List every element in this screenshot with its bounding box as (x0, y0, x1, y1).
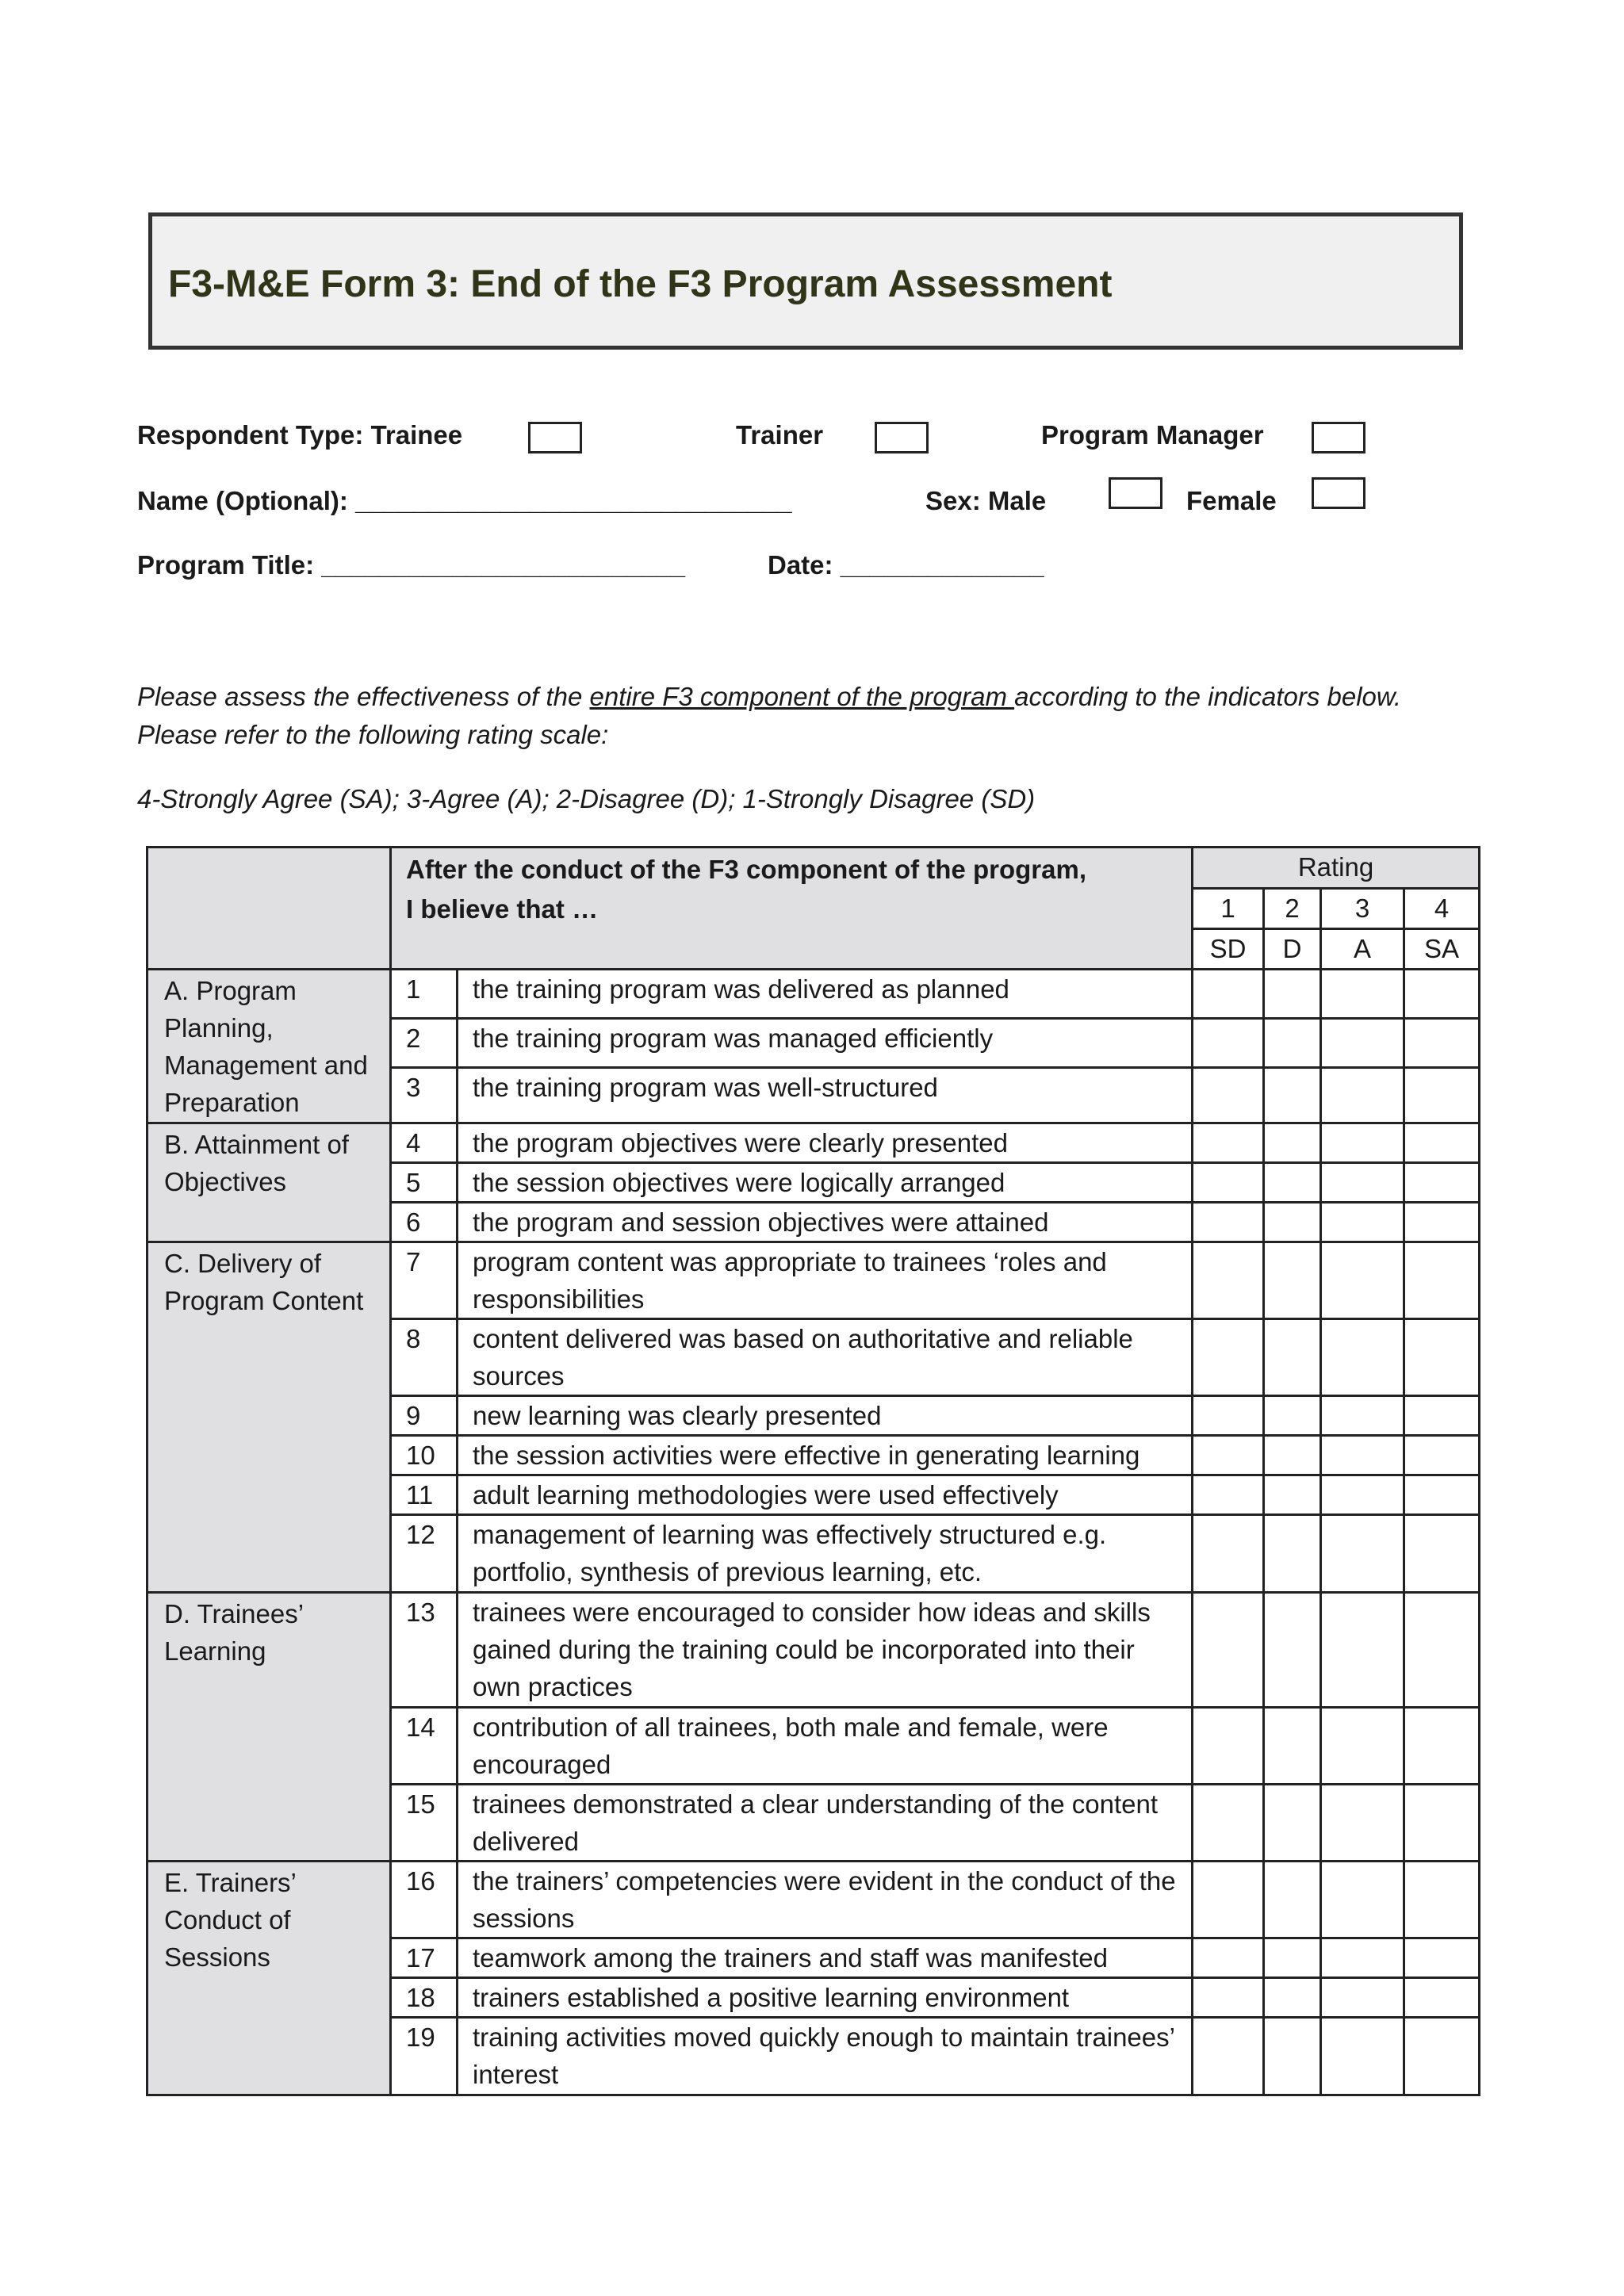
rating-cell[interactable] (1321, 1123, 1404, 1163)
rating-cell[interactable] (1193, 1068, 1264, 1123)
rating-cell[interactable] (1321, 1785, 1404, 1862)
rating-cell[interactable] (1264, 1978, 1321, 2018)
category-b: B. Attainment of Objectives (147, 1123, 391, 1242)
rating-cell[interactable] (1321, 1068, 1404, 1123)
rating-cell[interactable] (1193, 1436, 1264, 1475)
male-checkbox[interactable] (1109, 477, 1162, 509)
header-blank-cell (147, 848, 391, 970)
rating-cell[interactable] (1321, 1163, 1404, 1203)
rating-cell[interactable] (1264, 1436, 1321, 1475)
item-statement: the session objectives were logically arranged (458, 1163, 1193, 1203)
rating-cell[interactable] (1321, 1862, 1404, 1938)
rating-cell[interactable] (1264, 1203, 1321, 1242)
item-statement: the program objectives were clearly presented (458, 1123, 1193, 1163)
item-number: 7 (391, 1242, 458, 1319)
rating-cell[interactable] (1264, 1475, 1321, 1515)
question-header-line-2: I believe that … (406, 894, 599, 924)
rating-cell[interactable] (1193, 1396, 1264, 1436)
rating-cell[interactable] (1264, 1242, 1321, 1319)
item-statement: management of learning was effectively structured e.g. portfolio, synthesis of previous learning, etc. (458, 1515, 1193, 1593)
female-checkbox[interactable] (1312, 477, 1365, 509)
program-manager-checkbox[interactable] (1312, 422, 1365, 453)
rating-cell[interactable] (1193, 1475, 1264, 1515)
rating-cell[interactable] (1321, 1978, 1404, 2018)
rating-cell[interactable] (1321, 1396, 1404, 1436)
table-header-row (147, 848, 1480, 889)
rating-cell[interactable] (1264, 1163, 1321, 1203)
item-number: 10 (391, 1436, 458, 1475)
rating-cell[interactable] (1193, 1019, 1264, 1068)
rating-cell[interactable] (1404, 1068, 1480, 1123)
rating-cell[interactable] (1193, 1163, 1264, 1203)
rating-cell[interactable] (1321, 1938, 1404, 1978)
rating-cell[interactable] (1404, 1163, 1480, 1203)
respondent-type-label: Respondent Type: Trainee (137, 420, 463, 450)
instruction-part-a: Please assess the effectiveness of the (137, 682, 590, 711)
rating-cell[interactable] (1321, 1515, 1404, 1593)
rating-cell[interactable] (1193, 1593, 1264, 1708)
scale-num-3: 3 (1321, 889, 1404, 929)
rating-cell[interactable] (1404, 970, 1480, 1019)
form-title: F3-M&E Form 3: End of the F3 Program Assessment (168, 263, 1113, 305)
rating-cell[interactable] (1321, 970, 1404, 1019)
table-row (147, 1593, 1480, 1708)
scale-num-1: 1 (1193, 889, 1264, 929)
rating-scale-legend: 4-Strongly Agree (SA); 3-Agree (A); 2-Disagree (D); 1-Strongly Disagree (SD) (137, 784, 1036, 813)
category-e: E. Trainers’ Conduct of Sessions (147, 1862, 391, 2095)
rating-cell[interactable] (1264, 2018, 1321, 2095)
rating-cell[interactable] (1321, 1242, 1404, 1319)
rating-cell[interactable] (1193, 1515, 1264, 1593)
item-number: 16 (391, 1862, 458, 1938)
instruction-underlined: entire F3 component of the program (589, 682, 1015, 711)
rating-cell[interactable] (1264, 1019, 1321, 1068)
rating-cell[interactable] (1321, 1019, 1404, 1068)
sex-male-label: Sex: Male (925, 486, 1047, 515)
item-number: 12 (391, 1515, 458, 1593)
rating-cell[interactable] (1264, 1319, 1321, 1396)
category-c: C. Delivery of Program Content (147, 1242, 391, 1593)
table-row (147, 1862, 1480, 1938)
item-number: 8 (391, 1319, 458, 1396)
date-field[interactable]: Date: ______________ (768, 550, 1044, 580)
rating-cell[interactable] (1404, 1593, 1480, 1708)
item-number: 1 (391, 970, 458, 1019)
trainer-checkbox[interactable] (875, 422, 929, 453)
rating-cell[interactable] (1321, 1708, 1404, 1785)
rating-cell[interactable] (1321, 1436, 1404, 1475)
scale-num-4: 4 (1404, 889, 1480, 929)
instruction-line-1 (137, 682, 1401, 712)
rating-cell[interactable] (1321, 1319, 1404, 1396)
item-statement: new learning was clearly presented (458, 1396, 1193, 1436)
female-label: Female (1186, 486, 1277, 515)
rating-cell[interactable] (1193, 970, 1264, 1019)
item-number: 14 (391, 1708, 458, 1785)
rating-cell[interactable] (1404, 1708, 1480, 1785)
item-statement: contribution of all trainees, both male and female, were encouraged (458, 1708, 1193, 1785)
item-number: 18 (391, 1978, 458, 2018)
rating-cell[interactable] (1193, 1242, 1264, 1319)
question-header (391, 848, 1193, 970)
rating-cell[interactable] (1321, 2018, 1404, 2095)
item-statement: content delivered was based on authoritative and reliable sources (458, 1319, 1193, 1396)
rating-cell[interactable] (1264, 1593, 1321, 1708)
rating-cell[interactable] (1193, 1708, 1264, 1785)
item-statement: trainers established a positive learning environment (458, 1978, 1193, 2018)
scale-abbr-a: A (1321, 929, 1404, 970)
rating-cell[interactable] (1264, 1068, 1321, 1123)
rating-cell[interactable] (1404, 1319, 1480, 1396)
item-statement: the session activities were effective in generating learning (458, 1436, 1193, 1475)
scale-abbr-sa: SA (1404, 929, 1480, 970)
item-number: 19 (391, 2018, 458, 2095)
item-number: 15 (391, 1785, 458, 1862)
program-manager-label: Program Manager (1041, 420, 1264, 450)
item-number: 11 (391, 1475, 458, 1515)
item-number: 4 (391, 1123, 458, 1163)
item-statement: training activities moved quickly enough to maintain trainees’ interest (458, 2018, 1193, 2095)
item-statement: the trainers’ competencies were evident in the conduct of the sessions (458, 1862, 1193, 1938)
item-statement: adult learning methodologies were used effectively (458, 1475, 1193, 1515)
item-statement: teamwork among the trainers and staff was manifested (458, 1938, 1193, 1978)
category-d: D. Trainees’ Learning (147, 1593, 391, 1862)
rating-cell[interactable] (1264, 1708, 1321, 1785)
rating-cell[interactable] (1404, 1019, 1480, 1068)
rating-cell[interactable] (1264, 1396, 1321, 1436)
rating-cell[interactable] (1193, 1862, 1264, 1938)
scale-num-2: 2 (1264, 889, 1321, 929)
rating-cell[interactable] (1404, 1978, 1480, 2018)
scale-abbr-sd: SD (1193, 929, 1264, 970)
rating-cell[interactable] (1264, 970, 1321, 1019)
rating-cell[interactable] (1404, 1203, 1480, 1242)
rating-cell[interactable] (1404, 1785, 1480, 1862)
rating-cell[interactable] (1193, 1938, 1264, 1978)
scale-abbr-d: D (1264, 929, 1321, 970)
item-statement: the training program was managed efficiently (458, 1019, 1193, 1068)
title-box (148, 212, 1463, 350)
item-number: 3 (391, 1068, 458, 1123)
rating-cell[interactable] (1404, 1396, 1480, 1436)
rating-cell[interactable] (1193, 2018, 1264, 2095)
item-number: 5 (391, 1163, 458, 1203)
item-statement: trainees demonstrated a clear understanding of the content delivered (458, 1785, 1193, 1862)
table-row (147, 970, 1480, 1019)
question-header-line-1: After the conduct of the F3 component of the program, (406, 855, 1086, 884)
rating-cell[interactable] (1404, 1436, 1480, 1475)
trainer-label: Trainer (736, 420, 824, 450)
name-field-label[interactable]: Name (Optional): ______________________________ (137, 486, 792, 515)
rating-header: Rating (1193, 848, 1480, 889)
item-number: 2 (391, 1019, 458, 1068)
rating-cell[interactable] (1264, 1785, 1321, 1862)
rating-cell[interactable] (1404, 1862, 1480, 1938)
instruction-part-b: according to the indicators below. (1014, 682, 1402, 711)
item-number: 6 (391, 1203, 458, 1242)
table-row (147, 1242, 1480, 1319)
item-number: 9 (391, 1396, 458, 1436)
item-statement: the training program was delivered as planned (458, 970, 1193, 1019)
rating-cell[interactable] (1321, 1475, 1404, 1515)
rating-cell[interactable] (1193, 1978, 1264, 2018)
item-statement: the training program was well-structured (458, 1068, 1193, 1123)
instruction-line-2: Please refer to the following rating scale: (137, 720, 609, 749)
rating-cell[interactable] (1321, 1203, 1404, 1242)
rating-cell[interactable] (1264, 1123, 1321, 1163)
rating-cell[interactable] (1404, 1123, 1480, 1163)
program-title-field[interactable]: Program Title: _________________________ (137, 550, 686, 580)
item-number: 13 (391, 1593, 458, 1708)
table-row (147, 1123, 1480, 1163)
rating-cell[interactable] (1193, 1785, 1264, 1862)
item-number: 17 (391, 1938, 458, 1978)
rating-cell[interactable] (1404, 1938, 1480, 1978)
category-a: A. Program Planning, Management and Preparation (147, 970, 391, 1123)
rating-cell[interactable] (1193, 1123, 1264, 1163)
rating-cell[interactable] (1404, 2018, 1480, 2095)
rating-cell[interactable] (1404, 1475, 1480, 1515)
rating-cell[interactable] (1404, 1242, 1480, 1319)
item-statement: program content was appropriate to trainees ‘roles and responsibilities (458, 1242, 1193, 1319)
rating-cell[interactable] (1193, 1319, 1264, 1396)
rating-cell[interactable] (1264, 1938, 1321, 1978)
item-statement: trainees were encouraged to consider how ideas and skills gained during the training could be incorporated into their own practices (458, 1593, 1193, 1708)
rating-cell[interactable] (1264, 1862, 1321, 1938)
item-statement: the program and session objectives were attained (458, 1203, 1193, 1242)
rating-cell[interactable] (1404, 1515, 1480, 1593)
rating-cell[interactable] (1193, 1203, 1264, 1242)
rating-cell[interactable] (1264, 1515, 1321, 1593)
assessment-table (146, 846, 1480, 2096)
rating-cell[interactable] (1321, 1593, 1404, 1708)
trainee-checkbox[interactable] (528, 422, 582, 453)
